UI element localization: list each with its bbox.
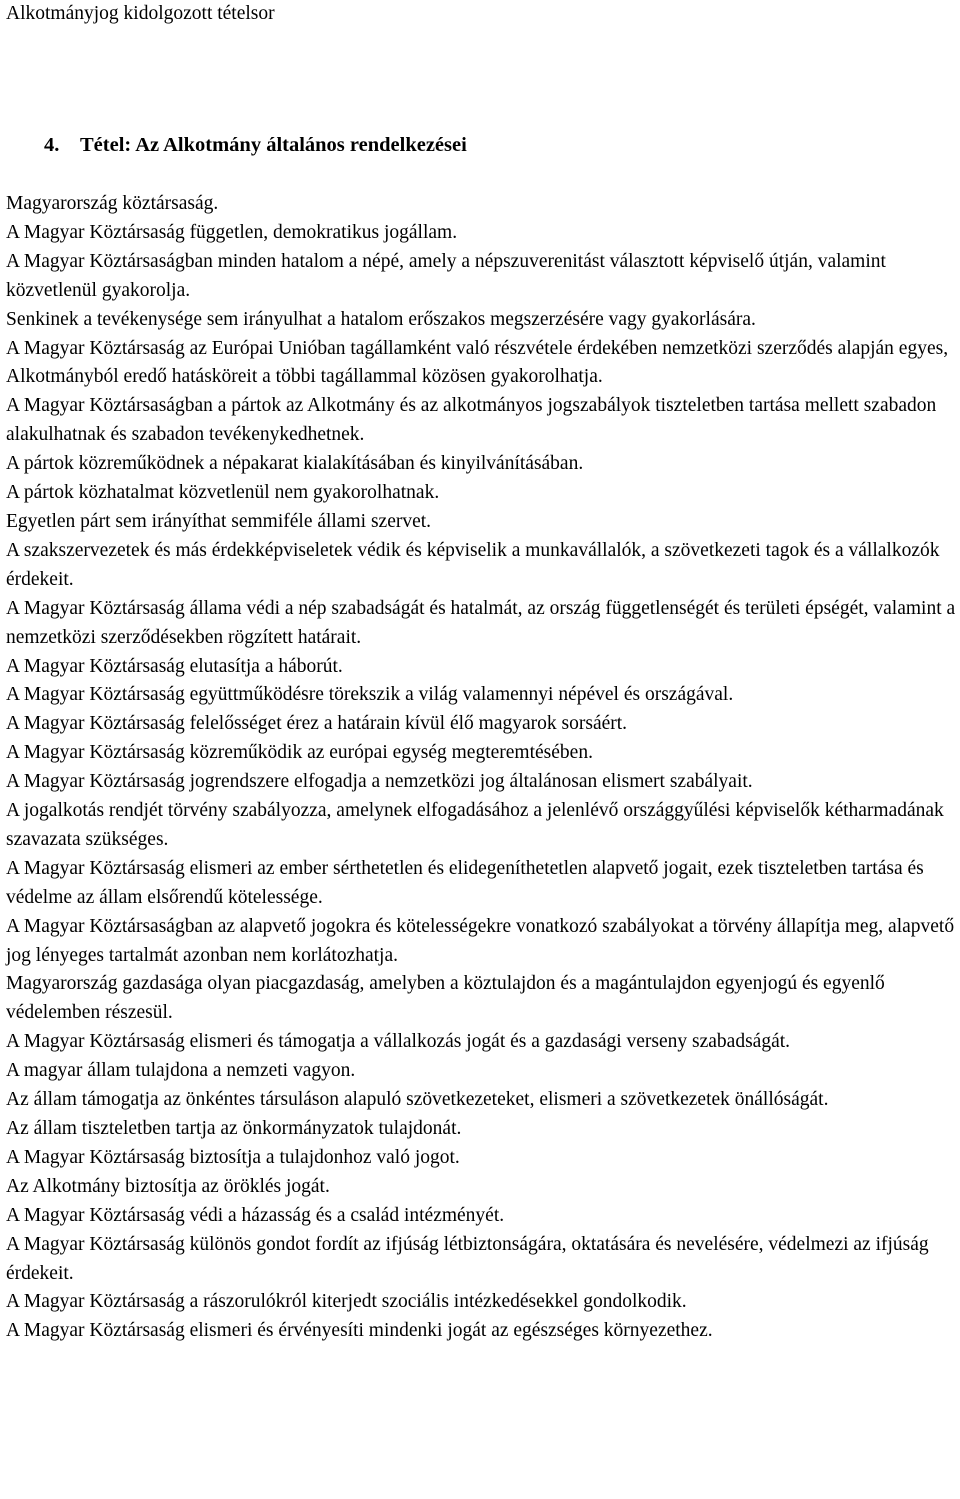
- paragraph: A Magyar Köztársaság jogrendszere elfogadja a nemzetközi jog általánosan elismert szabályait.: [6, 771, 753, 793]
- paragraph: A Magyar Köztársaságban a pártok az Alkotmány és az alkotmányos jogszabályok tiszteletben tartása mellett szabadon alakulhatnak és szabadon tevékenykedhetnek.: [6, 395, 937, 446]
- paragraph: A Magyar Köztársaság biztosítja a tulajdonhoz való jogot.: [6, 1146, 460, 1168]
- paragraph: A Magyar Köztársaság a rászorulókról kiterjedt szociális intézkedésekkel gondolkodik.: [6, 1291, 687, 1313]
- paragraph: Az állam támogatja az önkéntes társuláson alapuló szövetkezeteket, elismeri a szövetkezetek önállóságát.: [6, 1089, 829, 1111]
- section-number: 4.: [44, 134, 60, 156]
- paragraph: A pártok közhatalmat közvetlenül nem gyakorolhatnak.: [6, 482, 440, 504]
- paragraph: A Magyar Köztársaság elismeri az ember sérthetetlen és elidegeníthetetlen alapvető jogait, ezek tiszteletben tartása és védelme az állam elsőrendű kötelessége.: [6, 857, 924, 908]
- paragraph: A Magyar Köztársaságban minden hatalom a népé, amely a népszuverenitást választott képviselő útján, valamint közvetlenül gyakorolja.: [6, 250, 886, 301]
- paragraph: Senkinek a tevékenysége sem irányulhat a hatalom erőszakos megszerzésére vagy gyakorlására.: [6, 308, 756, 330]
- paragraph: A Magyar Köztársaságban az alapvető jogokra és kötelességekre vonatkozó szabályokat a törvény állapítja meg, alapvető jog lényeges tartalmát azonban nem korlátozhatja.: [6, 915, 955, 966]
- paragraph: A Magyar Köztársaság védi a házasság és a család intézményét.: [6, 1204, 505, 1226]
- paragraph: Egyetlen párt sem irányíthat semmiféle állami szervet.: [6, 510, 432, 532]
- paragraph: A Magyar Köztársaság az Európai Unióban tagállamként való részvétele érdekében nemzetközi szerződés alapján egyes, Alkotmányból eredő hatásköreit a többi tagállammal közösen gyakorolhatja.: [6, 337, 949, 388]
- paragraph: Az állam tiszteletben tartja az önkormányzatok tulajdonát.: [6, 1118, 462, 1139]
- paragraph: Magyarország köztársaság.: [6, 193, 219, 214]
- paragraph: Magyarország gazdasága olyan piacgazdaság, amelyben a köztulajdon és a magántulajdon egyenjogú és egyenlő védelemben részesül.: [6, 973, 885, 1024]
- paragraph: A Magyar Köztársaság együttműködésre törekszik a világ valamennyi népével és országával.: [6, 684, 734, 706]
- paragraph: A Magyar Köztársaság elismeri és érvényesíti mindenki jogát az egészséges környezethez.: [6, 1320, 713, 1342]
- paragraph: Az Alkotmány biztosítja az öröklés jogát.: [6, 1175, 330, 1197]
- section-title: Tétel: Az Alkotmány általános rendelkezései: [80, 134, 467, 156]
- paragraph: A pártok közreműködnek a népakarat kialakításában és kinyilvánításában.: [6, 453, 584, 475]
- paragraph: A Magyar Köztársaság állama védi a nép szabadságát és hatalmát, az ország függetlenségét és területi épségét, valamint a nemzetközi szerződésekben rögzített határait.: [6, 597, 956, 648]
- paragraph: A Magyar Köztársaság elismeri és támogatja a vállalkozás jogát és a gazdasági verseny szabadságát.: [6, 1031, 791, 1053]
- paragraph: A Magyar Köztársaság felelősséget érez a határain kívül élő magyarok sorsáért.: [6, 713, 628, 735]
- section-heading: [44, 131, 467, 159]
- running-header: Alkotmányjog kidolgozott tételsor: [6, 3, 275, 24]
- paragraph: A szakszervezetek és más érdekképviseletek védik és képviselik a munkavállalók, a szövetkezeti tagok és a vállalkozók érdekeit.: [6, 539, 940, 590]
- body-text: [6, 190, 958, 1346]
- paragraph: A Magyar Köztársaság közreműködik az európai egység megteremtésében.: [6, 742, 593, 764]
- paragraph: A magyar állam tulajdona a nemzeti vagyon.: [6, 1060, 356, 1082]
- paragraph: A Magyar Köztársaság különös gondot fordít az ifjúság létbiztonságára, oktatására és nevelésére, védelmezi az ifjúság érdekeit.: [6, 1233, 929, 1284]
- paragraph: A Magyar Köztársaság elutasítja a háborút.: [6, 655, 343, 677]
- paragraph: A jogalkotás rendjét törvény szabályozza, amelynek elfogadásához a jelenlévő országgyűlési képviselők kétharmadának szavazata szükséges.: [6, 800, 944, 850]
- paragraph: A Magyar Köztársaság független, demokratikus jogállam.: [6, 221, 458, 243]
